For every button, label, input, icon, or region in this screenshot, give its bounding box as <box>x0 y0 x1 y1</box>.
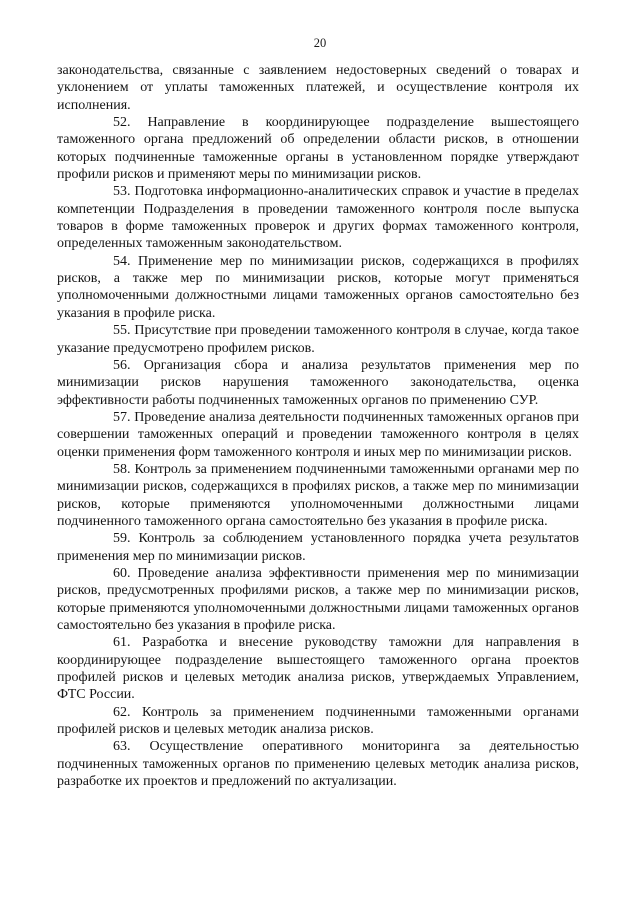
paragraph-59: 59. Контроль за соблюдением установленного порядка учета результатов применения мер по минимизации рисков. <box>57 531 579 564</box>
paragraph-52: 52. Направление в координирующее подразделение вышестоящего таможенного органа предложений об определении области рисков, в отношении которых подчиненные таможенные органы в установленном порядке утверждают профили рисков и применяют меры по минимизации рисков. <box>57 115 579 183</box>
paragraph-62: 62. Контроль за применением подчиненными таможенными органами профилей рисков и целевых методик анализа рисков. <box>57 704 579 738</box>
document-body <box>57 62 579 790</box>
paragraph-63: 63. Осуществление оперативного мониторинга за деятельностью подчиненных таможенных органов по применению целевых методик анализа рисков, разработке их проектов и предложений по актуализации. <box>57 739 579 790</box>
paragraph-60: 60. Проведение анализа эффективности применения мер по минимизации рисков, предусмотренных профилями рисков, а также мер по минимизации рисков, которые применяются уполномоченными должностными лицами таможенных органов самостоятельно без указания в профиле риска. <box>57 565 579 633</box>
paragraph-55: 55. Присутствие при проведении таможенного контроля в случае, когда такое указание предусмотрено профилем рисков. <box>57 323 579 356</box>
paragraph-54: 54. Применение мер по минимизации рисков, содержащихся в профилях рисков, а также мер по минимизации рисков, которые могут применяться уполномоченными должностными лицами таможенных органов самостоятельно без указания в профиле риска. <box>57 253 579 321</box>
paragraph-continuation: законодательства, связанные с заявлением недостоверных сведений о товарах и уклонением от уплаты таможенных платежей, и осуществление контроля их исполнения. <box>57 63 579 113</box>
page-number: 20 <box>313 36 327 50</box>
paragraph-61: 61. Разработка и внесение руководству таможни для направления в координирующее подразделение вышестоящего таможенного органа проектов профилей рисков и целевых методик анализа рисков, утверждаемых Управлением, ФТС России. <box>57 635 579 703</box>
paragraph-53: 53. Подготовка информационно-аналитических справок и участие в пределах компетенции Подразделения в проведении таможенного контроля после выпуска товаров в форме таможенных проверок и других формах таможенного контроля, определенных таможенным законодательством. <box>57 184 579 252</box>
paragraph-58: 58. Контроль за применением подчиненными таможенными органами мер по минимизации рисков, содержащихся в профилях рисков, а также мер по минимизации рисков, которые применяются уполномоченными должностными лицами подчиненного таможенного органа самостоятельно без указания в профиле риска. <box>57 461 579 529</box>
paragraph-56: 56. Организация сбора и анализа результатов применения мер по минимизации рисков нарушения таможенного законодательства, оценка эффективности работы подчиненных таможенных органов по применению СУР. <box>57 357 579 408</box>
paragraph-57: 57. Проведение анализа деятельности подчиненных таможенных органов при совершении таможенных операций и проведении таможенного контроля в целях оценки применения форм таможенного контроля и иных мер по минимизации рисков. <box>57 409 579 460</box>
